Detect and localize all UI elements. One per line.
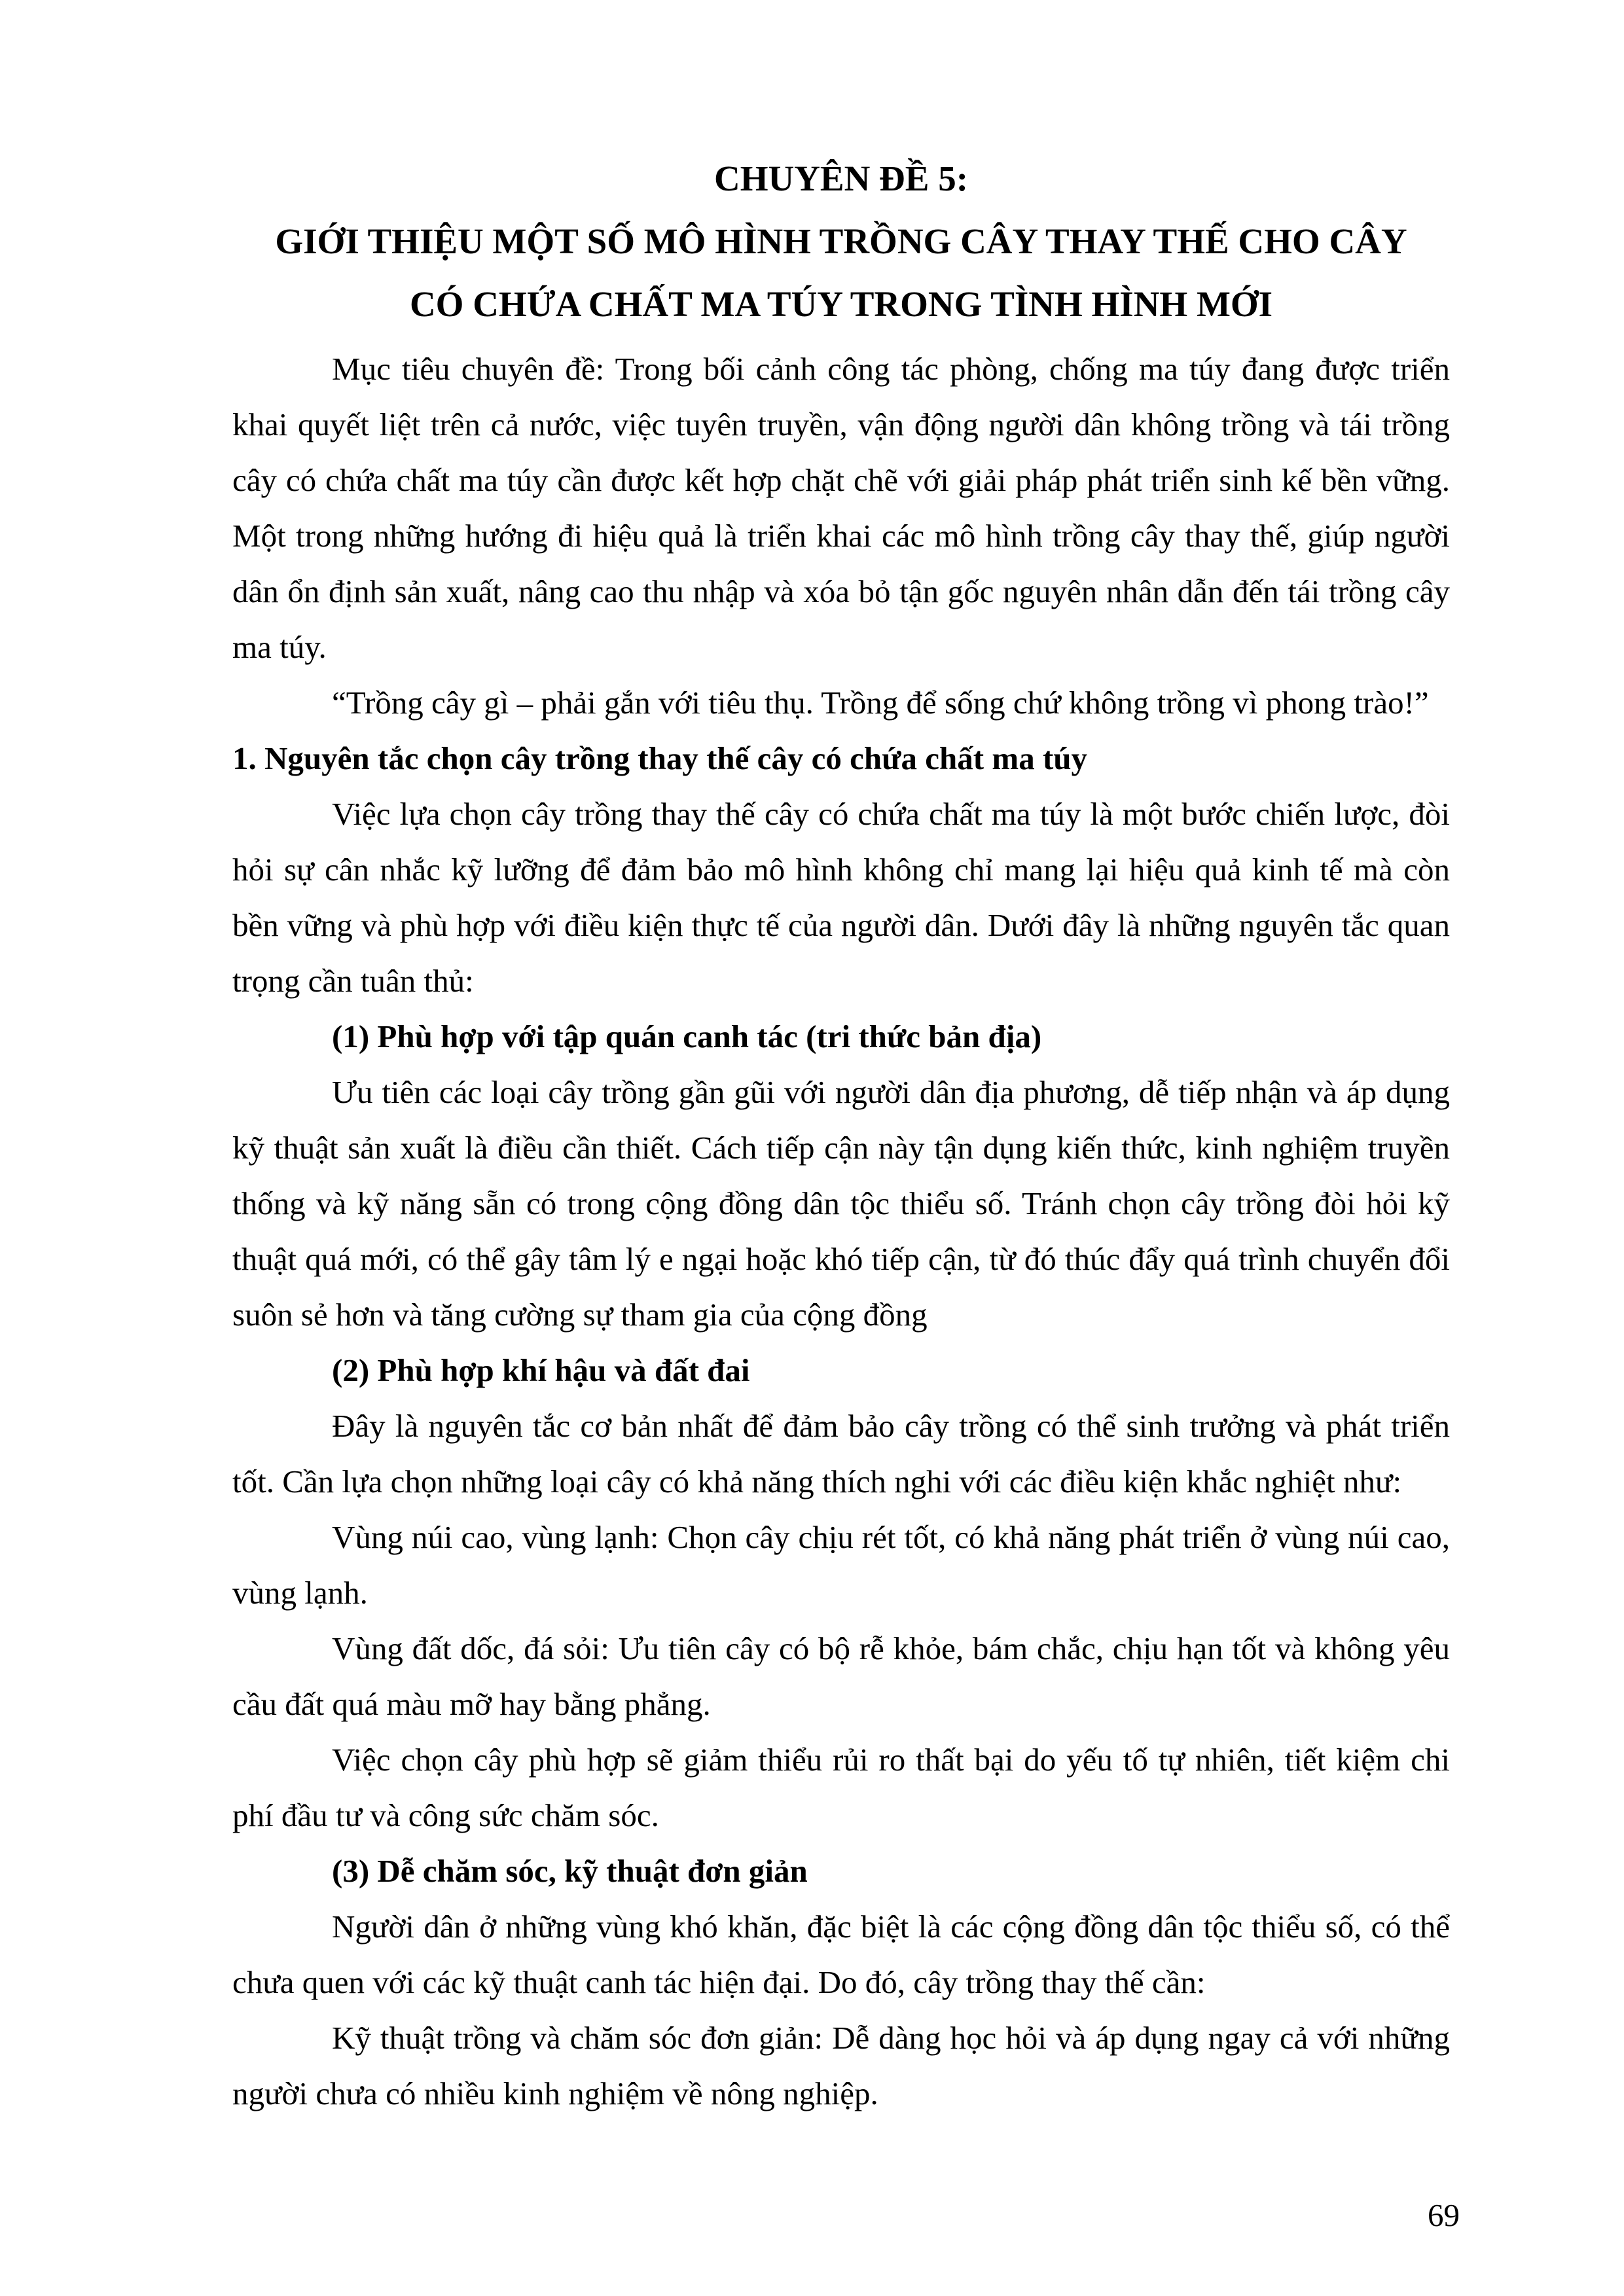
title-line-2: GIỚI THIỆU MỘT SỐ MÔ HÌNH TRỒNG CÂY THAY THẾ CHO CÂY [275, 221, 1407, 261]
page-number: 69 [1428, 2197, 1460, 2233]
principle-2-text-3: Vùng đất dốc, đá sỏi: Ưu tiên cây có bộ rễ khỏe, bám chắc, chịu hạn tốt và không yêu cầu đất quá màu mỡ hay bằng phẳng. [232, 1630, 1450, 1722]
section-1-intro: Việc lựa chọn cây trồng thay thế cây có chứa chất ma túy là một bước chiến lược, đòi hỏi sự cân nhắc kỹ lưỡng để đảm bảo mô hình không chỉ mang lại hiệu quả kinh tế mà còn bền vững và phù hợp với điều kiện thực tế của người dân. Dưới đây là những nguyên tắc quan trọng cần tuân thủ: [232, 796, 1450, 999]
page-content [232, 147, 1450, 2121]
principle-3-text-1: Người dân ở những vùng khó khăn, đặc biệt là các cộng đồng dân tộc thiểu số, có thể chưa quen với các kỹ thuật canh tác hiện đại. Do đó, cây trồng thay thế cần: [232, 1909, 1450, 2000]
principle-3-text-2: Kỹ thuật trồng và chăm sóc đơn giản: Dễ dàng học hỏi và áp dụng ngay cả với những người chưa có nhiều kinh nghiệm về nông nghiệp. [232, 2020, 1450, 2111]
title-line-3: CÓ CHỨA CHẤT MA TÚY TRONG TÌNH HÌNH MỚI [409, 284, 1273, 324]
principle-1-heading: (1) Phù hợp với tập quán canh tác (tri thức bản địa) [332, 1018, 1042, 1054]
quote-paragraph: “Trồng cây gì – phải gắn với tiêu thụ. Trồng để sống chứ không trồng vì phong trào!” [332, 685, 1429, 721]
principle-3-heading: (3) Dễ chăm sóc, kỹ thuật đơn giản [332, 1853, 808, 1889]
principle-2-text-4: Việc chọn cây phù hợp sẽ giảm thiểu rủi ro thất bại do yếu tố tự nhiên, tiết kiệm chi phí đầu tư và công sức chăm sóc. [232, 1742, 1450, 1833]
principle-2-text-2: Vùng núi cao, vùng lạnh: Chọn cây chịu rét tốt, có khả năng phát triển ở vùng núi cao, vùng lạnh. [232, 1519, 1450, 1611]
objective-paragraph: Mục tiêu chuyên đề: Trong bối cảnh công tác phòng, chống ma túy đang được triển khai quyết liệt trên cả nước, việc tuyên truyền, vận động người dân không trồng và tái trồng cây có chứa chất ma túy cần được kết hợp chặt chẽ với giải pháp phát triển sinh kế bền vững. Một trong những hướng đi hiệu quả là triển khai các mô hình trồng cây thay thế, giúp người dân ổn định sản xuất, nâng cao thu nhập và xóa bỏ tận gốc nguyên nhân dẫn đến tái trồng cây ma túy. [232, 351, 1450, 665]
principle-2-text-1: Đây là nguyên tắc cơ bản nhất để đảm bảo cây trồng có thể sinh trưởng và phát triển tốt. Cần lựa chọn những loại cây có khả năng thích nghi với các điều kiện khắc nghiệt như: [232, 1408, 1450, 1499]
principle-2-heading: (2) Phù hợp khí hậu và đất đai [332, 1352, 750, 1388]
principle-1-text: Ưu tiên các loại cây trồng gần gũi với người dân địa phương, dễ tiếp nhận và áp dụng kỹ thuật sản xuất là điều cần thiết. Cách tiếp cận này tận dụng kiến thức, kinh nghiệm truyền thống và kỹ năng sẵn có trong cộng đồng dân tộc thiểu số. Tránh chọn cây trồng đòi hỏi kỹ thuật quá mới, có thể gây tâm lý e ngại hoặc khó tiếp cận, từ đó thúc đẩy quá trình chuyển đổi suôn sẻ hơn và tăng cường sự tham gia của cộng đồng [232, 1074, 1450, 1333]
title-line-1: CHUYÊN ĐỀ 5: [713, 158, 969, 198]
section-1-heading: 1. Nguyên tắc chọn cây trồng thay thế cây có chứa chất ma túy [232, 740, 1088, 776]
body-text [232, 341, 1450, 2121]
chapter-title [232, 147, 1450, 336]
